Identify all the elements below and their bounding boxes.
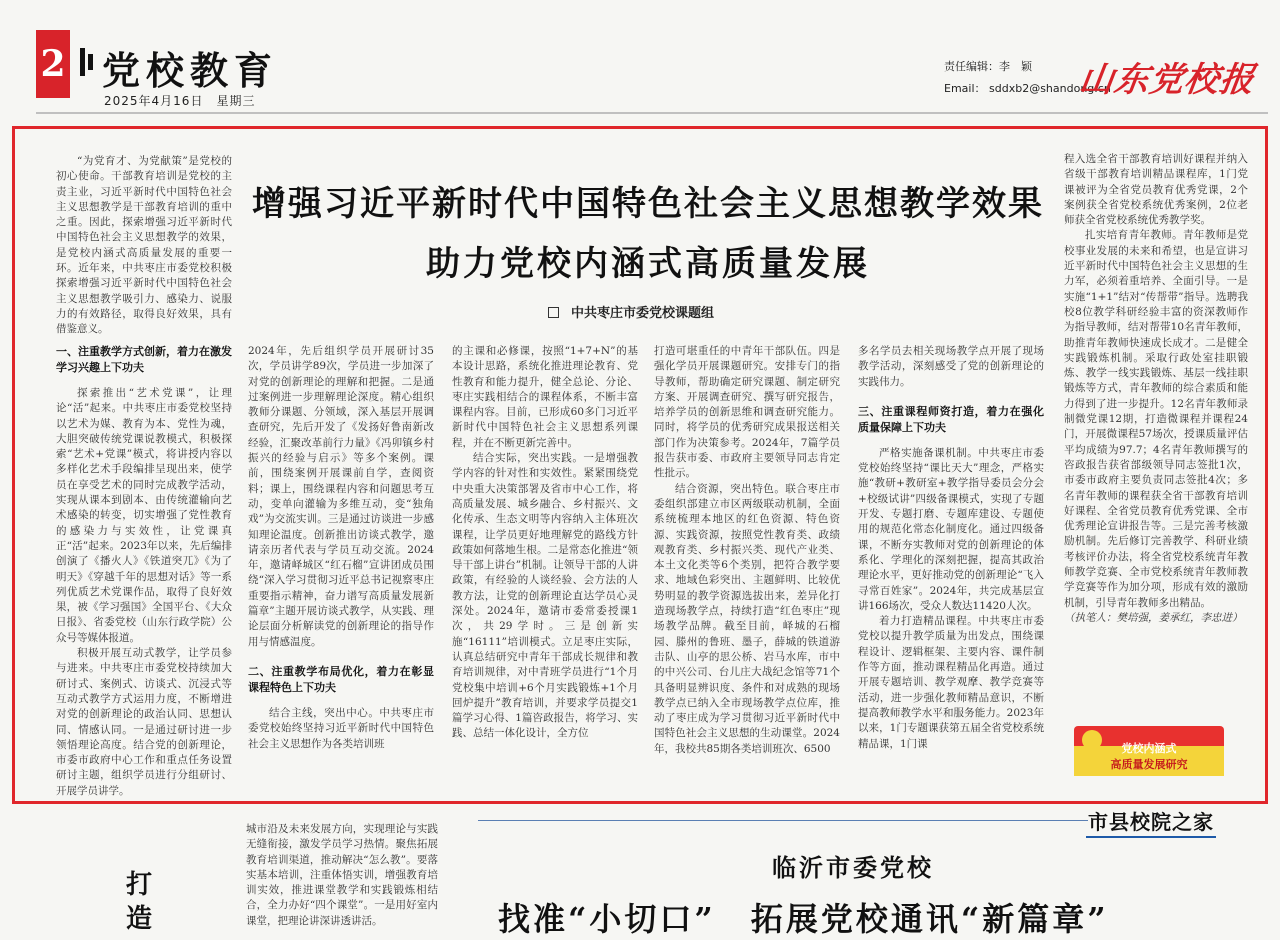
section-label: 市县校院之家 [1088, 806, 1214, 835]
article-column-1: 一、注重教学方式创新，着力在激发学习兴趣上下功夫 探索推出“艺术党课”，让理论“活”起来。中共枣庄市委党校坚持以艺术为媒、教育为本、党性为魂，大胆突破传统党课说教模式，积极探索“艺术+党课”模式，将讲授内容以多样化艺术手段编排呈现出来，使学员在享受艺术的同时完成教学活动，实现从课本到剧本、由传统灌输向艺术感染的转变，切实增强了党性教育的感染力与实效性，让党课真正“活”起来。2023年以来，先后编排创演了《播火人》《铁道突兀》《为了明天》《穿越千年的思想对话》等一系列优质艺术党课作品，取得了良好效果，被《学习强国》全国平台、《大众日报》、省委党校（山东行政学院）公众号等媒体报道。 积极开展互动式教学，让学员参与进来。中共枣庄市委党校持续加大研讨式、案例式、访谈式、沉浸式等互动式教学方式运用力度，不断增进对党的创新理论的政治认同、思想认同、情感认同。一是通过研讨进一步领悟理论高度。结合党的创新理论，市委市政府中心工作和重点任务设置研讨主题，组织学员进行分组研讨、开展学员讲学。 [56, 345, 232, 797]
article-column-3: 的主课和必修课，按照“1+7+N”的基本设计思路，系统化推进理论教育、党性教育和能力提升，健全总论、分论、枣庄实践相结合的课程体系，不断丰富课程内容。目前，已形成60多门习近平新时代中国特色社会主义思想系列课程，并在不断更新完善中。 结合实际，突出实践。一是增强教学内容的针对性和实效性。紧紧围绕党中央重大决策部署及省市中心工作，将高质量发展、城乡融合、乡村振兴、文化传承、生态文明等内容纳入主体班次课程，让学员更好地理解党的路线方针政策如何落地生根。二是常态化推进“领导干部上讲台”机制。让领导干部的人讲政策，有经验的人谈经验、会方法的人教方法，让党的创新理论直达学员心灵深处。2024年，邀请市委常委授课1次，共29学时。三是创新实施“16111”培训模式。立足枣庄实际，认真总结研究中青年干部成长规律和教育培训规律，对中青班学员进行“1个月党校集中培训+6个月实践锻炼+1个月回炉提升”教育培训，并要求学员提交1篇学习心得、1篇咨政报告，将学习、实践、总结一体化设计，全方位 [452, 345, 638, 740]
byline-box-icon [548, 307, 559, 318]
article-column-6: 程入选全省干部教育培训好课程并纳入省级干部教育培训精品课程库，1门党课被评为全省党员教育优秀党课，2个案例获全省党校系统优秀案例，2位老师获全省党校系统优秀教学奖。 扎实培育青年教师。青年教师是党校事业发展的未来和希望，也是宣讲习近平新时代中国特色社会主义思想的生力军，必须着重培养、全面引导。一是实施“1+1”结对“传帮带”指导。选聘我校8位教学科研经验丰富的资深教师作为指导教师，结对帮带10名青年教师，助推青年教师快速成长成才。二是健全实践锻炼机制。采取行政处室挂职锻炼、教学一线实践锻炼、基层一线挂职锻炼等方式，青年教师的综合素质和能力得到了进一步提升。12名青年教师录制微党课12期，打造微课程并课程24门，开展微课程57场次，授课质量评估平均成绩为97.7；4名青年教师撰写的咨政报告获省部级领导同志签批1次，市委市政府主要负责同志签批4次；多名青年教师的课程获全省干部教育培训好课程、全省党员教育优秀党课、全市优秀理论宣讲报告等。三是完善考核激励机制。先后修订完善教学、科研业绩考核评价办法，将全省党校系统青年教师教学竞赛、全市党校系统青年教师教学竞赛等作为加分项，形成有效的激励机制，引导青年教师多出精品。 （执笔人：樊培强，姜承红，李忠进） [1064, 152, 1248, 700]
masthead-divider [36, 112, 1268, 114]
article-lede: “为党育才、为党献策”是党校的初心使命。干部教育培训是党校的主责主业，习近平新时代中国特色社会主义思想教学是干部教育培训的重中之重。因此，探索增强习近平新时代中国特色社会主义思想教学的效果，是党校内涵式高质量发展的重要一环。近年来，中共枣庄市委党校积极探索增强习近平新时代中国特色社会主义思想教学吸引力、感染力、说服力的有效路径，取得良好效果，具有借鉴意义。 [56, 155, 232, 336]
section-title: 党校教育 [102, 48, 279, 93]
editor-credit: 责任编辑：李 颖 [944, 60, 1032, 73]
section-rule [478, 820, 1088, 821]
issue-date: 2025年4月16日 星期三 [104, 94, 256, 108]
article-column-2: 2024年，先后组织学员开展研讨35次，学员讲学89次，学员进一步加深了对党的创新理论的理解和把握。二是通过案例进一步理解理论深度。精心组织教师分课题、分领域，深入基层开展调查研究，先后开发了《发扬好鲁南新改经验，汇聚改革前行力量》《冯卯镇乡村振兴的经验与启示》等多个案例。课前，围绕案例开展课前自学，查阅资料；课上，围绕课程内容和问题思考互动，变单向灌输为多维互动，变“独角戏”为交流实训。三是通过访谈进一步感知理论温度。创新推出访谈式教学，邀请亲历者代表与学员互动交流。2024年，邀请峄城区“红石榴”宣讲团成员围绕“深入学习贯彻习近平总书记视察枣庄重要指示精神，奋力谱写高质量发展新篇章”主题开展访谈式教学，从实践、理论层面分析解读党的创新理论的指导作用与情感温度。 二、注重教学布局优化，着力在彰显课程特色上下功夫 结合主线，突出中心。中共枣庄市委党校始终坚持习近平新时代中国特色社会主义思想作为各类培训班 [248, 345, 434, 750]
lower-left-column: 城市沿及未来发展方向，实现理论与实践无缝衔接，激发学员学习热情。聚焦拓展教育培训渠道，推动解决“怎么教”。要落实基本培训，注重体悟实训，增强教育培训实效，推进课堂教学和实践锻炼相结合，全力办好“四个课堂”。一是用好室内课堂，把理论讲深讲透讲活。 [246, 823, 438, 927]
lower-institution: 临沂市委党校 [772, 853, 934, 882]
page-number: 2 [36, 30, 70, 98]
article-byline: 中共枣庄市委党校课题组 [548, 302, 714, 321]
section-mark-icon [78, 46, 96, 78]
column-badge: 党校内涵式 高质量发展研究 [1074, 726, 1224, 776]
lower-headline: 找准“小切口” 拓展党校通讯“新篇章” [498, 900, 1109, 938]
section-heading-1: 一、注重教学方式创新，着力在激发学习兴趣上下功夫 [56, 345, 232, 374]
article-column-4: 打造可堪重任的中青年干部队伍。四是强化学员开展课题研究。安排专门的指导教师，帮助确定研究课题、制定研究方案、开展调查研究、撰写研究报告，培养学员的创新思维和调查研究能力。同时，将学员的优秀研究成果报送相关部门作为决策参考。2024年，7篇学员报告获市委、市政府主要领导同志肯定性批示。 结合资源，突出特色。联合枣庄市委组织部建立市区两级联动机制，全面系统梳理本地区的红色资源、特色资源、实践资源，按照党性教育类、政绩观教育类、乡村振兴类、现代产业类、本土文化类等6个类别，把符合教学要求、地域色彩突出、主题鲜明、比较优势明显的教学资源选拔出来，差异化打造现场教学点，持续打造“红色枣庄”现场教学品牌。截至目前，峄城的石榴园、滕州的鲁班、墨子，薛城的铁道游击队、山亭的思公桥、岩马水库，市中的中兴公司、台儿庄大战纪念馆等71个具备明显辨识度、条件和对成熟的现场教学点已纳入全市现场教学点位库，推动了枣庄成为学习贯彻习近平新时代中国特色社会主义思想的生动课堂。2024年，我校共85期各类培训班次、6500 [654, 345, 840, 755]
editor-email[interactable]: Email： sddxb2@shandong.cn [944, 82, 1111, 95]
section-heading-3: 三、注重课程师资打造，着力在强化质量保障上下功夫 [858, 404, 1044, 434]
article-authors: （执笔人：樊培强，姜承红，李忠进） [1064, 611, 1243, 624]
section-heading-2: 二、注重教学布局优化，着力在彰显课程特色上下功夫 [248, 664, 434, 694]
article-title-line1: 增强习近平新时代中国特色社会主义思想教学效果 [252, 184, 1044, 224]
lower-vertical-headline: 打造 [126, 870, 153, 934]
article-title-line2: 助力党校内涵式高质量发展 [426, 244, 870, 284]
newspaper-logo: 山东党校报 [1076, 60, 1258, 100]
article-column-5: 多名学员去相关现场教学点开展了现场教学活动，深刻感受了党的创新理论的实践伟力。 三、注重课程师资打造，着力在强化质量保障上下功夫 严格实施备课机制。中共枣庄市委党校始终坚持“课比天大”理念，严格实施“教研+教研室+教学指导委员会分会+校级试讲”四级备课模式，实现了专题开发、专题打磨、专题库建设、专题使用的规范化常态化制度化。通过四级备课，不断夯实教师对党的创新理论的体系化、学理化的深刻把握，提高其政治理论水平，更好推动党的创新理论“飞入寻常百姓家”。2024年，共完成基层宣讲166场次，受众人数达11420人次。 着力打造精品课程。中共枣庄市委党校以提升教学质量为出发点，围绕课程设计、逻辑框架、主要内容、课件制作等方面，推动课程精品化再造。通过开展专题培训、教学观摩、教学竞赛等活动，进一步强化教师精品意识，不断提高教师教学水平和服务能力。2023年以来，1门专题课获第五届全省党校系统精品课，1门课 [858, 345, 1044, 750]
